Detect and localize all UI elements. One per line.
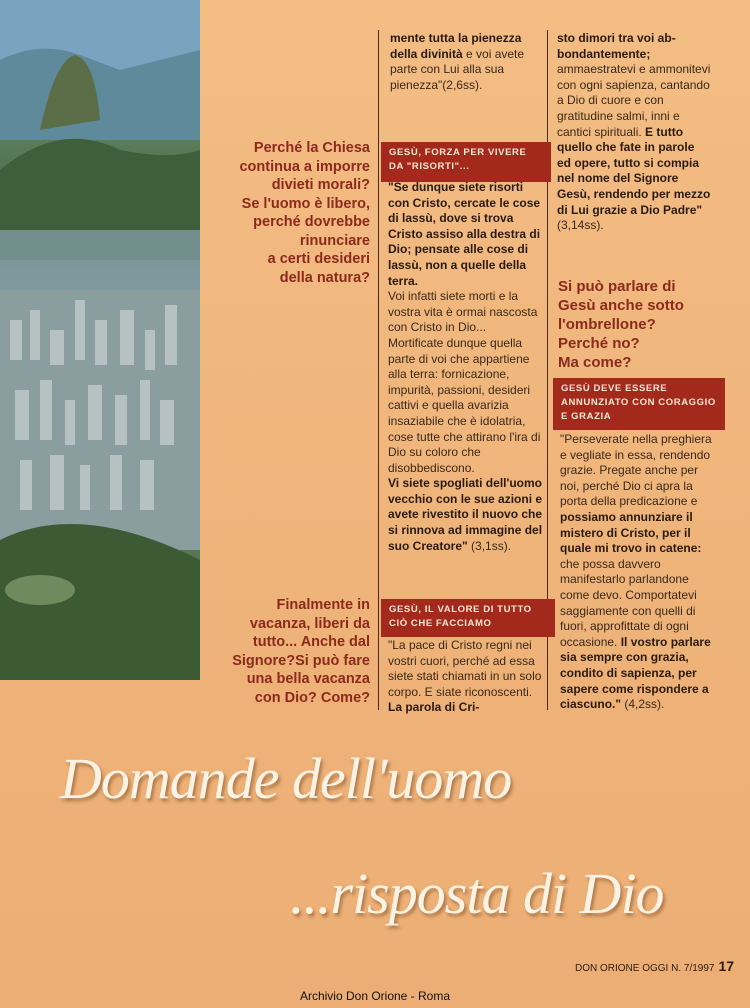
column-rule-left <box>378 30 379 710</box>
archive-credit: Archivio Don Orione - Roma <box>299 989 451 1003</box>
question-umbrella: Si può parlare di Gesù anche sotto l'ombrellone? Perché no? Ma come? <box>558 278 684 371</box>
rio-photo <box>0 0 200 680</box>
question-moral-limits: Perché la Chiesa continua a imporre divieti morali? Se l'uomo è libero, perché dovrebbe rinunciare a certi desideri della natura? <box>239 140 370 286</box>
text-courage: "Perseverate nella preghiera e vegliate in essa, rendendo grazie. Pregate anche per noi, perché Dio ci apra la porta della predicazione e possiamo annunziare il mistero di Cristo, per il quale mi trovo in catene: che possa davvero manifestarlo parlandone come devo. Comportatevi saggiamente con quelli di fuori, approfittate di ogni occasione. Il vostro parlare sia sempre con grazia, condito di sapienza, per sapere come rispondere a ciascuno." (4,2ss). <box>560 432 712 712</box>
rio-landscape-illustration <box>0 0 200 680</box>
page-footer <box>575 958 734 974</box>
text-column-1-top: mente tutta la pienezza della divinità e voi avete parte con Lui alla sua pienezza"(2,6ss). <box>390 31 525 92</box>
question-vacation: Finalmente in vacanza, liberi da tutto... Anche dal Signore?Si può fare una bella vacanza con Dio? Come? <box>232 597 370 706</box>
text-column-2-top: sto dimori tra voi abbondantemente; ammaestratevi e ammonitevi con ogni sapienza, cantando a Dio di cuore e con gratitudine salmi, inni e cantici spirituali. E tutto quello che fate in parole ed opere, tutto si compia nel nome del Signore Gesù, rendendo per mezzo di Lui grazie a Dio Padre" (3,14ss). <box>557 31 711 233</box>
page-number: 17 <box>718 958 735 974</box>
header-courage: GESÙ DEVE ESSERE ANNUNZIATO CON CORAGGIO E GRAZIA <box>553 378 725 430</box>
title-line-2: ...risposta di Dio <box>290 861 664 926</box>
magazine-issue: DON ORIONE OGGI N. 7/1997 <box>575 963 715 974</box>
title-line-1: Domande dell'uomo <box>60 746 512 811</box>
text-value: "La pace di Cristo regni nei vostri cuori, perché ad essa siete stati chiamati in un solo corpo. E siate riconoscenti. La parola di Cri- <box>388 638 542 715</box>
header-value: GESÙ, IL VALORE DI TUTTO CIÒ CHE FACCIAMO <box>381 599 555 637</box>
text-risen: "Se dunque siete risorti con Cristo, cercate le cose di lassù, dove si trova Cristo assiso alla destra di Dio; pensate alle cose di lassù, non a quelle della terra. Voi infatti siete morti e la vostra vita è ormai nascosta con Cristo in Dio... Mortificate dunque quella parte di voi che appartiene alla terra: fornicazione, impurità, passioni, desideri cattivi e quella avarizia insaziabile che è idolatria, cose tutte che attirano l'ira di Dio su coloro che disobbediscono. Vi siete spogliati dell'uomo vecchio con le sue azioni e avete rivestito il nuovo che si rinnova ad immagine del suo Creatore" (3,1ss). <box>388 180 543 553</box>
header-risen: GESÙ, FORZA PER VIVERE DA "RISORTI"... <box>381 142 551 182</box>
